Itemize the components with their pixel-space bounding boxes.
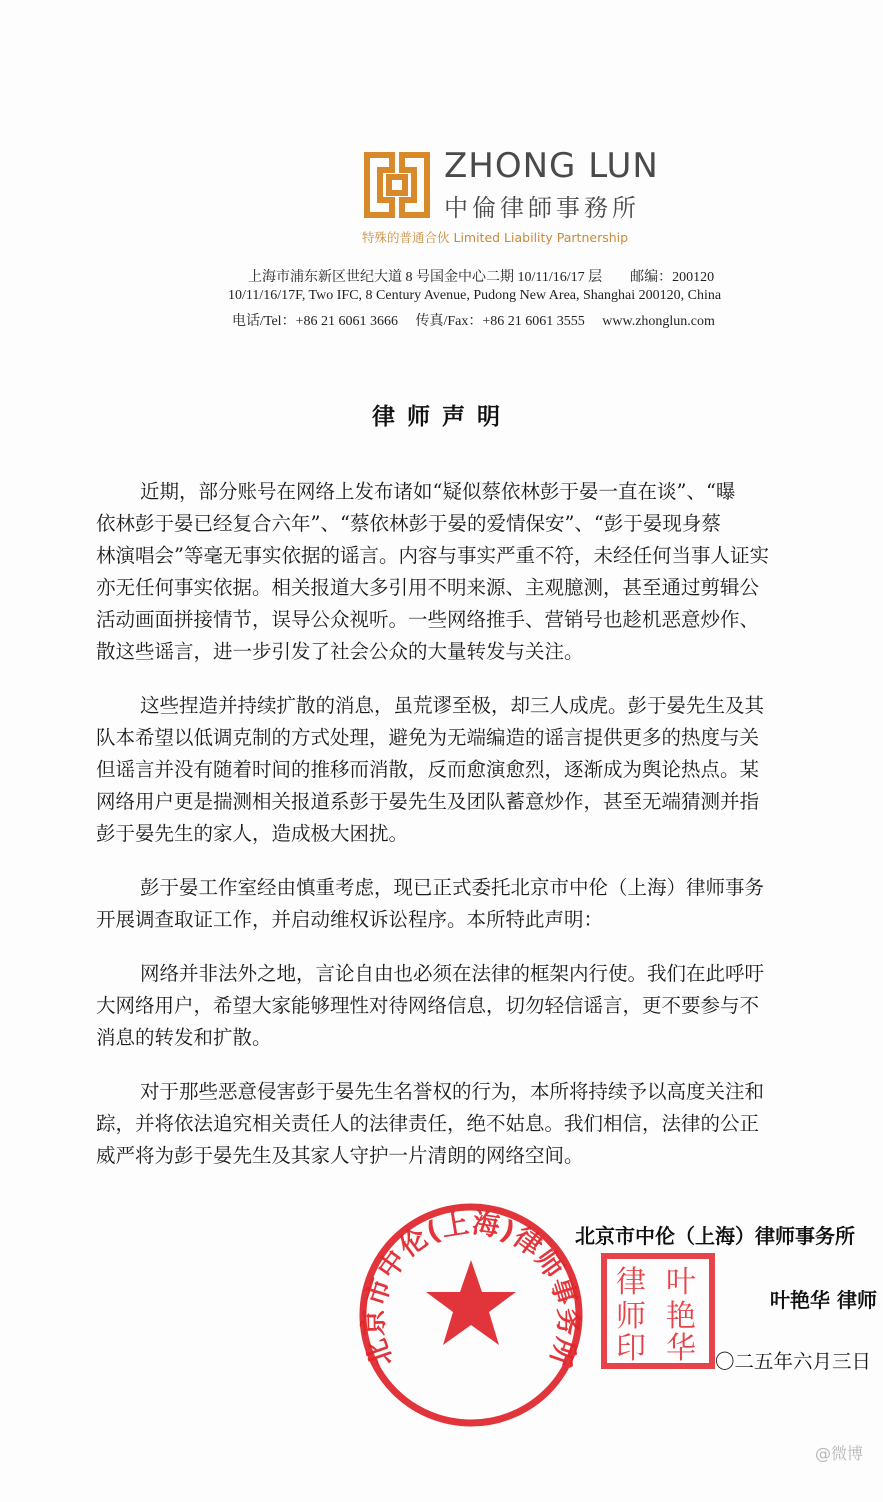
paragraph-3 <box>96 872 883 936</box>
address-cn: 上海市浦东新区世纪大道 8 号国金中心二期 10/11/16/17 层 邮编：200120 <box>248 270 715 285</box>
watermark: @微博 <box>814 1444 863 1463</box>
paragraph-line: 亦无任何事实依据。相关报道大多引用不明来源、主观臆测，甚至通过剪辑公 <box>96 576 760 599</box>
firm-name-cn: 中倫律師事務所 <box>444 194 640 222</box>
paragraph-2 <box>96 690 883 850</box>
firm-name-en: ZHONG LUN <box>444 146 659 186</box>
signature-lawyer: 叶艳华 律师 <box>770 1288 877 1312</box>
paragraph-line: 消息的转发和扩散。 <box>96 1026 272 1049</box>
paragraph-line: 威严将为彭于晏先生及其家人守护一片清朗的网络空间。 <box>96 1144 584 1167</box>
paragraph-line: 网络并非法外之地，言论自由也必须在法律的框架内行使。我们在此呼吁 <box>140 962 765 985</box>
paragraph-4 <box>96 958 883 1054</box>
paragraph-line: 队本希望以低调克制的方式处理，避免为无端编造的谣言提供更多的热度与关 <box>96 726 760 749</box>
paragraph-line: 踪，并将依法追究相关责任人的法律责任，绝不姑息。我们相信，法律的公正 <box>96 1112 760 1135</box>
zhonglun-logo-icon <box>362 150 432 220</box>
paragraph-line: 散这些谣言，进一步引发了社会公众的大量转发与关注。 <box>96 640 584 663</box>
statement-body <box>96 476 883 1194</box>
paragraph-line: 开展调查取证工作，并启动维权诉讼程序。本所特此声明： <box>96 908 604 931</box>
firm-tagline: 特殊的普通合伙 Limited Liability Partnership <box>362 230 629 245</box>
paragraph-line: 网络用户更是揣测相关报道系彭于晏先生及团队蓄意炒作，甚至无端猜测并指 <box>96 790 760 813</box>
phone-number: 电话/Tel：+86 21 6061 3666 <box>232 314 398 329</box>
paragraph-line: 活动画面拼接情节，误导公众视听。一些网络推手、营销号也趁机恶意炒作、 <box>96 608 760 631</box>
svg-text:叶: 叶 <box>666 1265 696 1300</box>
paragraph-line: 但谣言并没有随着时间的推移而消散，反而愈演愈烈，逐渐成为舆论热点。某 <box>96 758 760 781</box>
website-link: www.zhonglun.com <box>602 314 715 329</box>
paragraph-line: 林演唱会”等毫无事实依据的谣言。内容与事实严重不符，未经任何当事人证实 <box>96 544 769 567</box>
paragraph-5 <box>96 1076 883 1172</box>
svg-text:师: 师 <box>616 1299 646 1334</box>
paragraph-line: 彭于晏先生的家人，造成极大困扰。 <box>96 822 409 845</box>
address-en: 10/11/16/17F, Two IFC, 8 Century Avenue, Pudong New Area, Shanghai 200120, China <box>228 288 722 303</box>
paragraph-line: 依林彭于晏已经复合六年”、“蔡依林彭于晏的爱情保安”、“彭于晏现身蔡 <box>96 512 721 535</box>
paragraph-line: 大网络用户，希望大家能够理性对待网络信息，切勿轻信谣言，更不要参与不 <box>96 994 760 1017</box>
svg-text:艳: 艳 <box>666 1299 696 1334</box>
paragraph-line: 这些捏造并持续扩散的消息，虽荒谬至极，却三人成虎。彭于晏先生及其 <box>140 694 765 717</box>
svg-text:华: 华 <box>666 1331 696 1366</box>
paragraph-line: 近期，部分账号在网络上发布诸如“疑似蔡依林彭于晏一直在谈”、“曝 <box>140 480 736 503</box>
official-round-seal-icon <box>356 1200 586 1430</box>
signature-firm: 北京市中伦（上海）律师事务所 <box>575 1224 855 1248</box>
fax-number: 传真/Fax：+86 21 6061 3555 <box>415 314 585 329</box>
svg-text:律: 律 <box>616 1265 646 1300</box>
paragraph-line: 对于那些恶意侵害彭于晏先生名誉权的行为，本所将持续予以高度关注和 <box>140 1080 765 1103</box>
svg-text:印: 印 <box>616 1331 646 1366</box>
paragraph-line: 彭于晏工作室经由慎重考虑，现已正式委托北京市中伦（上海）律师事务 <box>140 876 765 899</box>
paragraph-1 <box>96 476 883 668</box>
document-title: 律师声明 <box>372 404 512 430</box>
lawyer-square-seal-icon <box>600 1252 716 1370</box>
round-seal-text: 北京市中伦(上海)律师事务所 <box>358 1207 584 1371</box>
contact-line <box>232 310 729 330</box>
signature-date: 〇二五年六月三日 <box>715 1350 872 1373</box>
